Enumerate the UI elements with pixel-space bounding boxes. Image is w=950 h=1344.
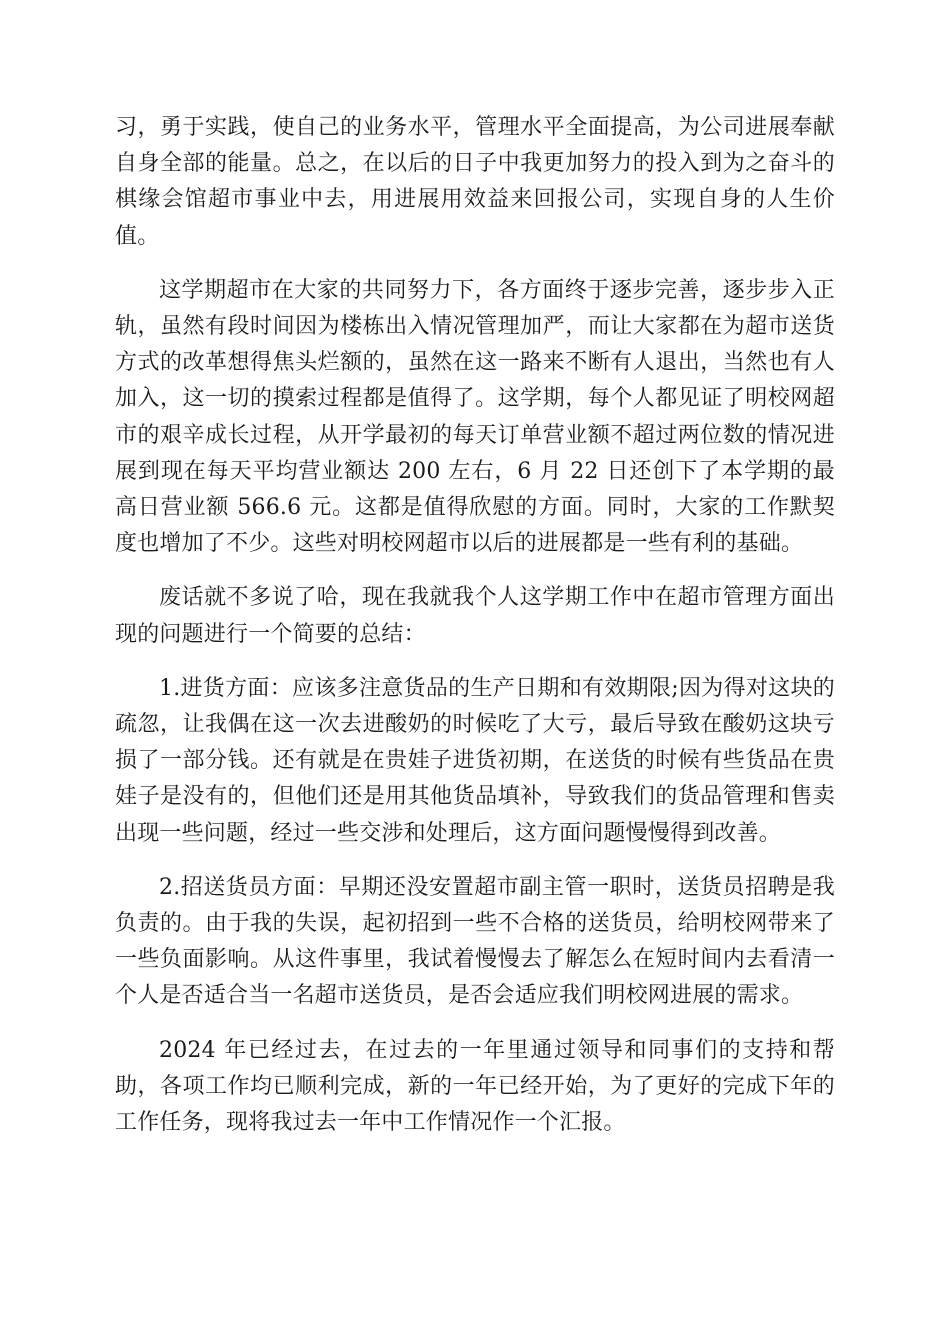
paragraph: 习，勇于实践，使自己的业务水平，管理水平全面提高，为公司进展奉献自身全部的能量。总之，在以后的日子中我更加努力的投入到为之奋斗的棋缘会馆超市事业中去，用进展用效益来回报公司，实现自身的人生价值。: [115, 115, 835, 249]
document-page: [115, 110, 835, 1159]
paragraph: 这学期超市在大家的共同努力下，各方面终于逐步完善，逐步步入正轨，虽然有段时间因为楼栋出入情况管理加严，而让大家都在为超市送货方式的改革想得焦头烂额的，虽然在这一路来不断有人退出，当然也有人加入，这一切的摸索过程都是值得了。这学期，每个人都见证了明校网超市的艰辛成长过程，从开学最初的每天订单营业额不超过两位数的情况进展到现在每天平均营业额达 200 左右，6 月 22 日还创下了本学期的最高日营业额 566.6 元。这都是值得欣慰的方面。同时，大家的工作默契度也增加了不少。这些对明校网超市以后的进展都是一些有利的基础。: [115, 277, 835, 557]
paragraph: 2024 年已经过去，在过去的一年里通过领导和同事们的支持和帮助，各项工作均已顺利完成，新的一年已经开始，为了更好的完成下年的工作任务，现将我过去一年中工作情况作一个汇报。: [115, 1037, 835, 1136]
paragraph: 1.进货方面：应该多注意货品的生产日期和有效期限;因为得对这块的疏忽，让我偶在这一次去进酸奶的时候吃了大亏，最后导致在酸奶这块亏损了一部分钱。还有就是在贵娃子进货初期，在送货的时候有些货品在贵娃子是没有的，但他们还是用其他货品填补，导致我们的货品管理和售卖出现一些问题，经过一些交涉和处理后，这方面问题慢慢得到改善。: [115, 675, 835, 846]
paragraph: 2.招送货员方面：早期还没安置超市副主管一职时，送货员招聘是我负责的。由于我的失误，起初招到一些不合格的送货员，给明校网带来了一些负面影响。从这件事里，我试着慢慢去了解怎么在短时间内去看清一个人是否适合当一名超市送货员，是否会适应我们明校网进展的需求。: [115, 874, 835, 1009]
paragraph: 废话就不多说了哈，现在我就我个人这学期工作中在超市管理方面出现的问题进行一个简要的总结：: [115, 585, 835, 647]
